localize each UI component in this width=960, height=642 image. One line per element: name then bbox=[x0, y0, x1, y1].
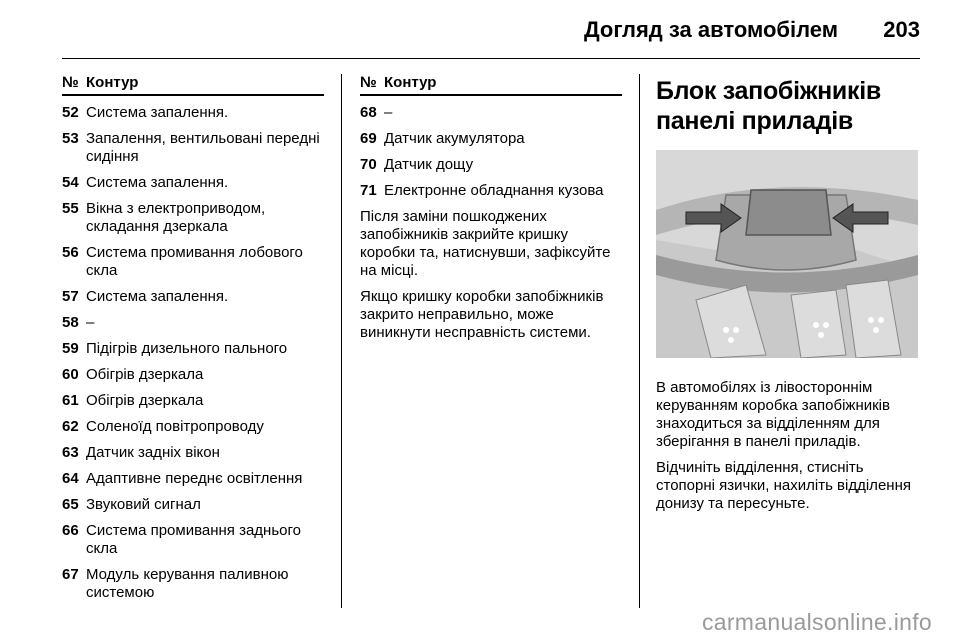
table-row bbox=[62, 340, 324, 358]
header-title: Догляд за автомобілем bbox=[583, 17, 838, 42]
fuse-number: 52 bbox=[62, 104, 79, 121]
circuit-name: Система запалення. bbox=[86, 174, 229, 191]
page-header bbox=[62, 0, 920, 59]
circuit-name: Датчик задніх вікон bbox=[86, 444, 220, 461]
section-title: Блок запобіжників панелі приладів bbox=[656, 77, 881, 135]
circuit-name: – bbox=[86, 314, 95, 331]
fuse-number: 63 bbox=[62, 444, 79, 461]
fuse-number: 62 bbox=[62, 418, 79, 435]
circuit-name: Датчик акумулятора bbox=[384, 130, 525, 147]
column-header-number: № bbox=[360, 74, 377, 91]
fuse-table-1 bbox=[62, 74, 324, 602]
column-header-circuit: Контур bbox=[86, 74, 139, 91]
table-row bbox=[360, 156, 622, 174]
fuse-number: 55 bbox=[62, 200, 79, 217]
fuse-table-2-column bbox=[360, 74, 622, 342]
circuit-name: Електронне обладнання кузова bbox=[384, 182, 604, 199]
table-row bbox=[360, 130, 622, 148]
table-row bbox=[62, 314, 324, 332]
fuse-number: 66 bbox=[62, 522, 79, 539]
paragraph: Після заміни пошкоджених запобіжників закрийте кришку коробки та, натиснувши, зафіксуйте на місці. bbox=[360, 208, 611, 279]
paragraph: Відчиніть відділення, стисніть стопорні язички, нахиліть відділення донизу та пересуньте. bbox=[656, 459, 911, 512]
table-row bbox=[62, 200, 324, 236]
table-row bbox=[62, 566, 324, 602]
fuse-number: 60 bbox=[62, 366, 79, 383]
fuse-number: 56 bbox=[62, 244, 79, 261]
table-row bbox=[62, 522, 324, 558]
column-header-number: № bbox=[62, 74, 79, 91]
fuse-number: 61 bbox=[62, 392, 79, 409]
fuse-number: 64 bbox=[62, 470, 79, 487]
circuit-name: Система промивання лобового скла bbox=[86, 244, 303, 279]
table-header bbox=[360, 74, 622, 96]
column-divider bbox=[639, 74, 640, 608]
fuse-number: 57 bbox=[62, 288, 79, 305]
table-row bbox=[360, 104, 622, 122]
circuit-name: Вікна з електроприводом, складання дзеркала bbox=[86, 200, 266, 235]
circuit-name: – bbox=[384, 104, 393, 121]
circuit-name: Датчик дощу bbox=[384, 156, 474, 173]
table-row bbox=[62, 444, 324, 462]
circuit-name: Система промивання заднього скла bbox=[86, 522, 301, 557]
page-number: 203 bbox=[883, 17, 920, 42]
fuse-number: 53 bbox=[62, 130, 79, 147]
table-row bbox=[360, 182, 622, 200]
table-header bbox=[62, 74, 324, 96]
circuit-name: Звуковий сигнал bbox=[86, 496, 201, 513]
table-row bbox=[62, 470, 324, 488]
fuse-number: 69 bbox=[360, 130, 377, 147]
circuit-name: Обігрів дзеркала bbox=[86, 392, 204, 409]
paragraph: В автомобілях із лівостороннім керуванням коробка запобіжників знаходиться за відділенням для зберігання в панелі приладів. bbox=[656, 379, 890, 450]
fuse-number: 54 bbox=[62, 174, 79, 191]
table-row bbox=[62, 496, 324, 514]
fuse-number: 58 bbox=[62, 314, 79, 331]
circuit-name: Обігрів дзеркала bbox=[86, 366, 204, 383]
fuse-number: 67 bbox=[62, 566, 79, 583]
circuit-name: Запалення, вентильовані передні сидіння bbox=[86, 130, 320, 165]
table-row bbox=[62, 130, 324, 166]
fuse-number: 70 bbox=[360, 156, 377, 173]
circuit-name: Модуль керування паливною системою bbox=[86, 566, 289, 601]
fuse-box-illustration bbox=[656, 150, 918, 358]
table-row bbox=[62, 366, 324, 384]
table-row bbox=[62, 244, 324, 280]
fuse-number: 71 bbox=[360, 182, 377, 199]
table-row bbox=[62, 392, 324, 410]
circuit-name: Система запалення. bbox=[86, 104, 229, 121]
table-row bbox=[62, 418, 324, 436]
circuit-name: Система запалення. bbox=[86, 288, 229, 305]
column-header-circuit: Контур bbox=[384, 74, 437, 91]
table-row bbox=[62, 174, 324, 192]
table-row bbox=[62, 288, 324, 306]
circuit-name: Соленоїд повітропроводу bbox=[86, 418, 264, 435]
column-divider bbox=[341, 74, 342, 608]
fuse-number: 65 bbox=[62, 496, 79, 513]
instrument-panel-fuse-section bbox=[656, 76, 918, 513]
watermark: carmanualsonline.info bbox=[701, 609, 932, 635]
paragraph: Якщо кришку коробки запобіжників закрито неправильно, може виникнути несправність системи. bbox=[360, 288, 604, 341]
fuse-number: 59 bbox=[62, 340, 79, 357]
circuit-name: Адаптивне переднє освітлення bbox=[86, 470, 303, 487]
table-row bbox=[62, 104, 324, 122]
circuit-name: Підігрів дизельного пального bbox=[86, 340, 288, 357]
fuse-number: 68 bbox=[360, 104, 377, 121]
